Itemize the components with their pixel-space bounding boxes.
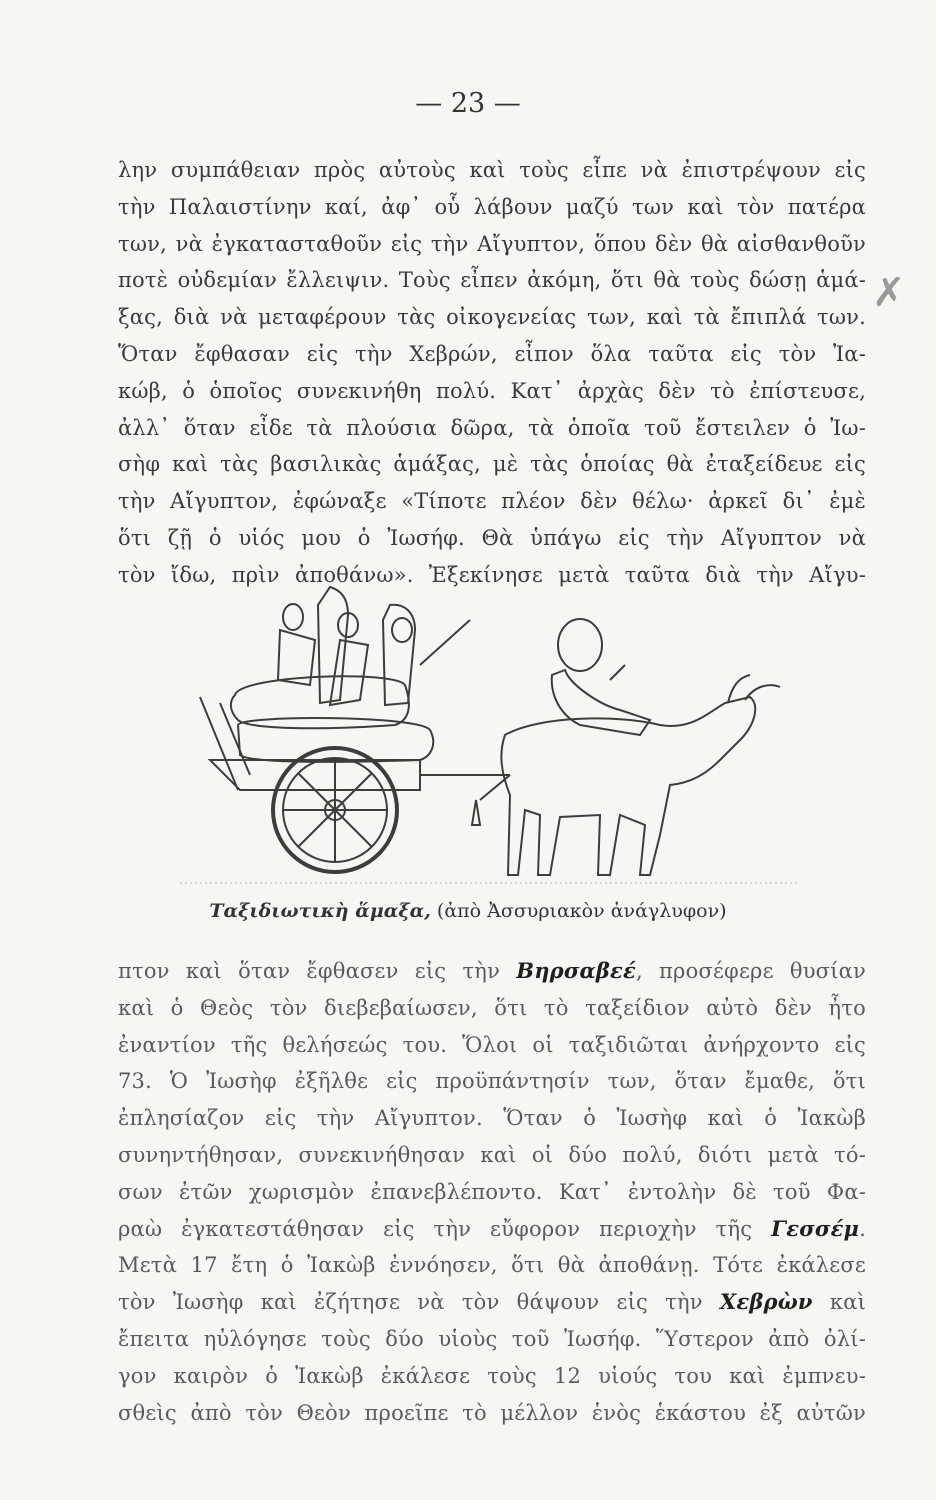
text-line: τὸν Ἰωσὴφ καὶ ἐζήτησε νὰ τὸν θάψουν εἰς τὴν Χεβρὼν καὶ — [118, 1289, 866, 1315]
text-line: 73. Ὁ Ἰωσὴφ ἐξῆλθε εἰς προϋπάντησίν των, ὅταν ἔμαθε, ὅτι — [118, 1069, 866, 1094]
text-line: ἔπειτα ηὐλόγησε τοὺς δύο υἱοὺς τοῦ Ἰωσήφ. Ὕστερον ἀπὸ ὀλί- — [118, 1326, 866, 1351]
text-line: ὅτι ζῇ ὁ υἱός μου ὁ Ἰωσήφ. Θὰ ὑπάγω εἰς τὴν Αἴγυπτον νὰ — [118, 525, 866, 550]
caption-title: Ταξιδιωτικὴ ἅμαξα, — [209, 900, 431, 922]
caption-note: (ἀπὸ Ἀσσυριακὸν ἀνάγλυφον) — [436, 900, 727, 922]
text-line: συνηντήθησαν, συνεκινήθησαν καὶ οἱ δύο πολύ, διότι μετὰ τό- — [118, 1142, 866, 1167]
text-line: ξας, διὰ νὰ μεταφέρουν τὰς οἰκογενείας των, καὶ τὰ ἔπιπλά των. — [118, 305, 866, 330]
text-line: ποτὲ οὐδεμίαν ἔλλειψιν. Τοὺς εἶπεν ἀκόμη, ὅτι θὰ τοὺς δώσῃ ἁμά- — [118, 268, 866, 293]
text-line: Ὅταν ἔφθασαν εἰς τὴν Χεβρών, εἶπον ὅλα ταῦτα εἰς τὸν Ἰα- — [118, 341, 866, 366]
paragraph-top — [118, 152, 866, 594]
text-line: ἐπλησίαζον εἰς τὴν Αἴγυπτον. Ὅταν ὁ Ἰωσὴφ καὶ ὁ Ἰακὼβ — [118, 1106, 866, 1131]
text-line: λην συμπάθειαν πρὸς αὐτοὺς καὶ τοὺς εἶπε νὰ ἐπιστρέψουν εἰς — [118, 158, 866, 182]
text-line: κώβ, ὁ ὁποῖος συνεκινήθη πολύ. Κατ᾽ ἀρχὰς δὲν τὸ ἐπίστευσε, — [118, 378, 866, 403]
place-name: Χεβρὼν — [719, 1289, 813, 1315]
place-name: Βηρσαβεέ — [516, 958, 636, 983]
text-line: σὴφ καὶ τὰς βασιλικὰς ἁμάξας, μὲ τὰς ὁποίας θὰ ἐταξείδευε εἰς — [118, 452, 866, 477]
figure-caption — [0, 900, 936, 922]
text-line: ἀλλ᾽ ὅταν εἶδε τὰ πλούσια δῶρα, τὰ ὁποῖα τοῦ ἔστειλεν ὁ Ἰω- — [118, 415, 866, 440]
page-number: — 23 — — [415, 88, 521, 119]
text-line: πτον καὶ ὅταν ἔφθασεν εἰς τὴν Βηρσαβεέ, προσέφερε θυσίαν — [118, 958, 866, 983]
text-line: Μετὰ 17 ἔτη ὁ Ἰακὼβ ἐννόησεν, ὅτι θὰ ἀποθάνῃ. Τότε ἐκάλεσε — [118, 1253, 866, 1278]
text-line: καὶ ὁ Θεὸς τὸν διεβεβαίωσεν, ὅτι τὸ ταξείδιον αὐτὸ δὲν ἦτο — [118, 995, 866, 1020]
text-line: ραὼ ἐγκατεστάθησαν εἰς τὴν εὔφορον περιοχὴν τῆς Γεσσέμ. — [118, 1215, 866, 1241]
wagon-illustration — [180, 585, 800, 905]
text-line: τὸν ἴδω, πρὶν ἀποθάνω». Ἐξεκίνησε μετὰ ταῦτα διὰ τὴν Αἴγυ- — [118, 562, 866, 587]
text-line: σων ἐτῶν χωρισμὸν ἐπανεβλέποντο. Κατ᾽ ἐντολὴν δὲ τοῦ Φα- — [118, 1179, 866, 1204]
text-line: γον καιρὸν ὁ Ἰακὼβ ἐκάλεσε τοὺς 12 υἱούς του καὶ ἐμπνευ- — [118, 1363, 866, 1388]
place-name: Γεσσέμ — [771, 1215, 860, 1241]
paragraph-bottom — [118, 953, 866, 1431]
text-line: σθεὶς ἀπὸ τὸν Θεὸν προεῖπε τὸ μέλλον ἑνὸς ἑκάστου ἐξ αὐτῶν — [118, 1400, 866, 1425]
text-line: τὴν Αἴγυπτον, ἐφώναξε «Τίποτε πλέον δὲν θέλω· ἀρκεῖ δι᾽ ἐμὲ — [118, 489, 866, 514]
text-line: των, νὰ ἐγκατασταθοῦν εἰς τὴν Αἴγυπτον, ὅπου δὲν θὰ αἰσθανθοῦν — [118, 231, 866, 256]
text-line: ἐναντίον τῆς θελήσεώς του. Ὅλοι οἱ ταξιδιῶται ἀνήρχοντο εἰς — [118, 1032, 866, 1057]
text-line: τὴν Παλαιστίνην καί, ἀφ᾽ οὗ λάβουν μαζύ των καὶ τὸν πατέρα — [118, 194, 866, 219]
pencil-mark-icon: ✗ — [872, 270, 906, 316]
